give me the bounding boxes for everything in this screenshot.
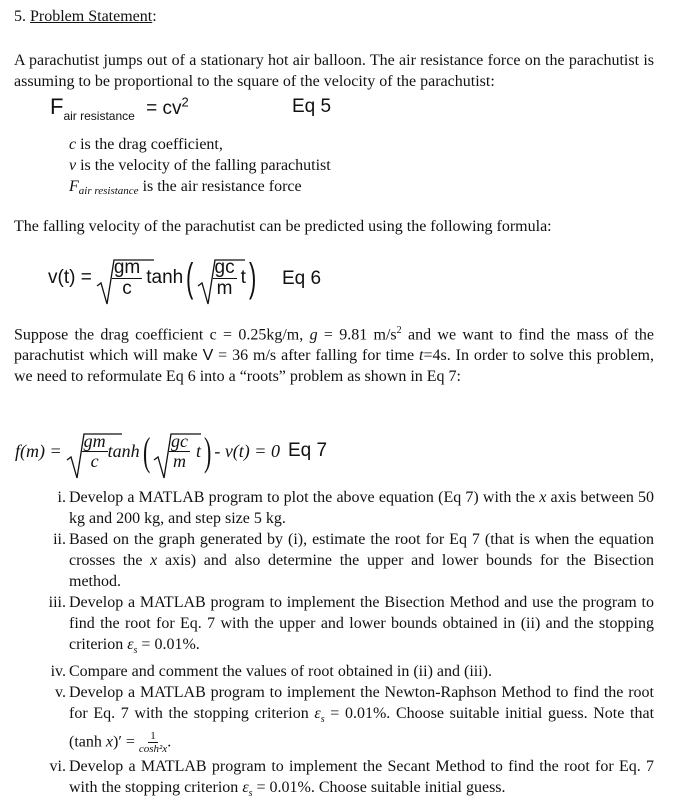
eq7-num: gm: [83, 430, 106, 451]
eq6-num: gm: [113, 256, 141, 278]
task-text: axis) and also determine the upper and lower bounds for the Bisection method.: [69, 552, 654, 590]
eq7-tanh: tanh: [107, 440, 140, 461]
def-c-symbol: c: [69, 136, 77, 153]
def-F-subscript: air resistance: [78, 185, 139, 197]
eq6-inner-radical: [197, 256, 247, 308]
task-text: Develop a MATLAB program to implement the Bisection Method and use the program to find the root for Eq. 7 with the upper and lower bounds obtained in (ii) and the stopping criterion: [69, 594, 654, 653]
eq6-sqrt-outer: [96, 258, 142, 299]
derivative-fraction: [139, 730, 167, 755]
eq7-inner-num: gc: [170, 430, 188, 451]
def-v-symbol: v: [69, 157, 77, 174]
suppose-paragraph: [14, 320, 654, 387]
eq5-superscript: 2: [181, 94, 189, 110]
suppose-g: g: [309, 326, 318, 344]
def-F-symbol: F: [69, 178, 79, 195]
task-epsilon: ε: [242, 778, 249, 796]
task-epsilon: ε: [314, 705, 321, 723]
eq5-subscript: air resistance: [63, 109, 135, 123]
suppose-t: t: [418, 347, 424, 365]
equation-7: [15, 421, 327, 481]
task-epsilon-sub: s: [133, 645, 138, 657]
list-item: [14, 529, 654, 592]
task-marker: ii.: [53, 531, 66, 548]
definition-v: [69, 155, 331, 176]
eq6-right-paren: ): [248, 255, 257, 300]
eq6-inner-den: m: [216, 277, 233, 299]
eq6-tanh: tanh: [146, 267, 184, 288]
eq6-radical-symbol: [96, 256, 156, 308]
list-item: [14, 661, 654, 682]
list-item: [14, 592, 654, 661]
eq7-den: c: [90, 450, 99, 471]
eq6-lhs: v(t) =: [48, 267, 92, 288]
eq7-sqrt-outer: [66, 432, 108, 471]
eq6-sqrt-inner: [197, 258, 237, 299]
task-epsilon: ε: [127, 636, 134, 653]
eq7-inner-radical: [153, 430, 203, 482]
eq7-radical-symbol: [66, 430, 124, 482]
intro-paragraph: A parachutist jumps out of a stationary hot air balloon. The air resistance force on the parachutist is assuming to be proportional to the square of the velocity of the parachutist:: [14, 52, 654, 90]
task-text: Based on the graph generated by (i), estimate the root for Eq 7 (that is when the equation crosses the: [69, 531, 654, 569]
suppose-text-1: Suppose the drag coefficient c = 0.25kg/m,: [14, 326, 310, 344]
task-text: = 0.01%.: [137, 636, 200, 653]
heading-number: 5.: [14, 8, 30, 25]
eq6-label: Eq 6: [282, 268, 322, 289]
definition-F: [69, 176, 331, 199]
task-epsilon-sub: s: [320, 714, 325, 726]
task-text: )′ =: [112, 733, 139, 751]
list-item: [14, 682, 654, 755]
task-x: x: [539, 489, 547, 506]
equation-5: [50, 94, 189, 123]
list-item: [14, 756, 654, 804]
task-text: Develop a MATLAB program to implement the Secant Method to find the root for Eq. 7 with the stopping criterion: [69, 757, 654, 796]
suppose-text-3: and we want to find the mass of the parachutist which will make: [14, 326, 655, 365]
task-text: = 0.01%. Choose suitable initial guess.: [252, 778, 506, 796]
task-text: = 0.01%. Choose suitable initial guess. Note that (tanh: [69, 705, 655, 751]
task-marker: iii.: [48, 594, 66, 611]
eq6-den: c: [122, 277, 132, 299]
eq7-right-paren: ): [203, 428, 212, 474]
suppose-squared: 2: [396, 325, 402, 336]
eq5-rhs: = cv: [146, 98, 182, 119]
heading-title: Problem Statement: [30, 8, 153, 25]
eq7-t: t: [195, 440, 201, 461]
eq7-label: Eq 7: [287, 440, 328, 461]
task-x: x: [105, 733, 113, 751]
suppose-text-4: = 36 m/s after falling for time: [213, 347, 419, 365]
velocity-intro: The falling velocity of the parachutist can be predicted using the following formula:: [14, 218, 552, 235]
task-marker: iv.: [50, 663, 66, 681]
list-item: [14, 487, 654, 529]
definitions-list: [69, 134, 331, 199]
heading-colon: :: [152, 8, 157, 25]
equation-6: [48, 249, 259, 307]
eq6-inner-num: gc: [214, 256, 235, 278]
suppose-V: V: [202, 347, 214, 365]
section-heading: [14, 8, 157, 26]
eq6-left-paren: (: [186, 255, 194, 300]
derivative-den: cosh²x: [138, 743, 168, 756]
eq7-inner-den: m: [172, 450, 186, 471]
task-marker: i.: [57, 489, 66, 506]
definition-c: [69, 134, 331, 155]
eq7-left-paren: (: [142, 428, 150, 474]
suppose-text-2: = 9.81 m/s: [317, 326, 397, 344]
suppose-text-5: =4s. In order to solve this problem, we need to reformulate Eq 6 into a “roots” problem as shown in Eq 7:: [14, 347, 655, 386]
task-text: Develop a MATLAB program to implement the Newton-Raphson Method to find the root for Eq. 7 with the stopping criterion: [69, 684, 654, 723]
eq6-t: t: [240, 267, 246, 288]
task-text: Compare and comment the values of root obtained in (ii) and (iii).: [69, 663, 492, 681]
eq5-label: Eq 5: [292, 96, 332, 117]
eq7-rhs: - v(t) = 0: [214, 440, 280, 461]
def-c-text: is the drag coefficient,: [76, 136, 223, 153]
derivative-num: 1: [150, 730, 156, 743]
def-F-text: is the air resistance force: [138, 178, 302, 195]
task-epsilon-sub: s: [248, 787, 253, 799]
def-v-text: is the velocity of the falling parachutist: [76, 157, 331, 174]
task-text: .: [167, 733, 172, 751]
task-x: x: [150, 552, 158, 569]
task-text: Develop a MATLAB program to plot the above equation (Eq 7) with the: [69, 489, 540, 506]
task-text: axis between 50 kg and 200 kg, and step size 5 kg.: [69, 489, 655, 527]
task-list: [14, 487, 654, 804]
task-marker: v.: [55, 684, 66, 702]
eq7-sqrt-inner: [153, 432, 190, 471]
eq7-lhs: f(m) =: [15, 440, 62, 461]
eq5-F: F: [50, 94, 64, 119]
task-marker: vi.: [49, 757, 66, 775]
